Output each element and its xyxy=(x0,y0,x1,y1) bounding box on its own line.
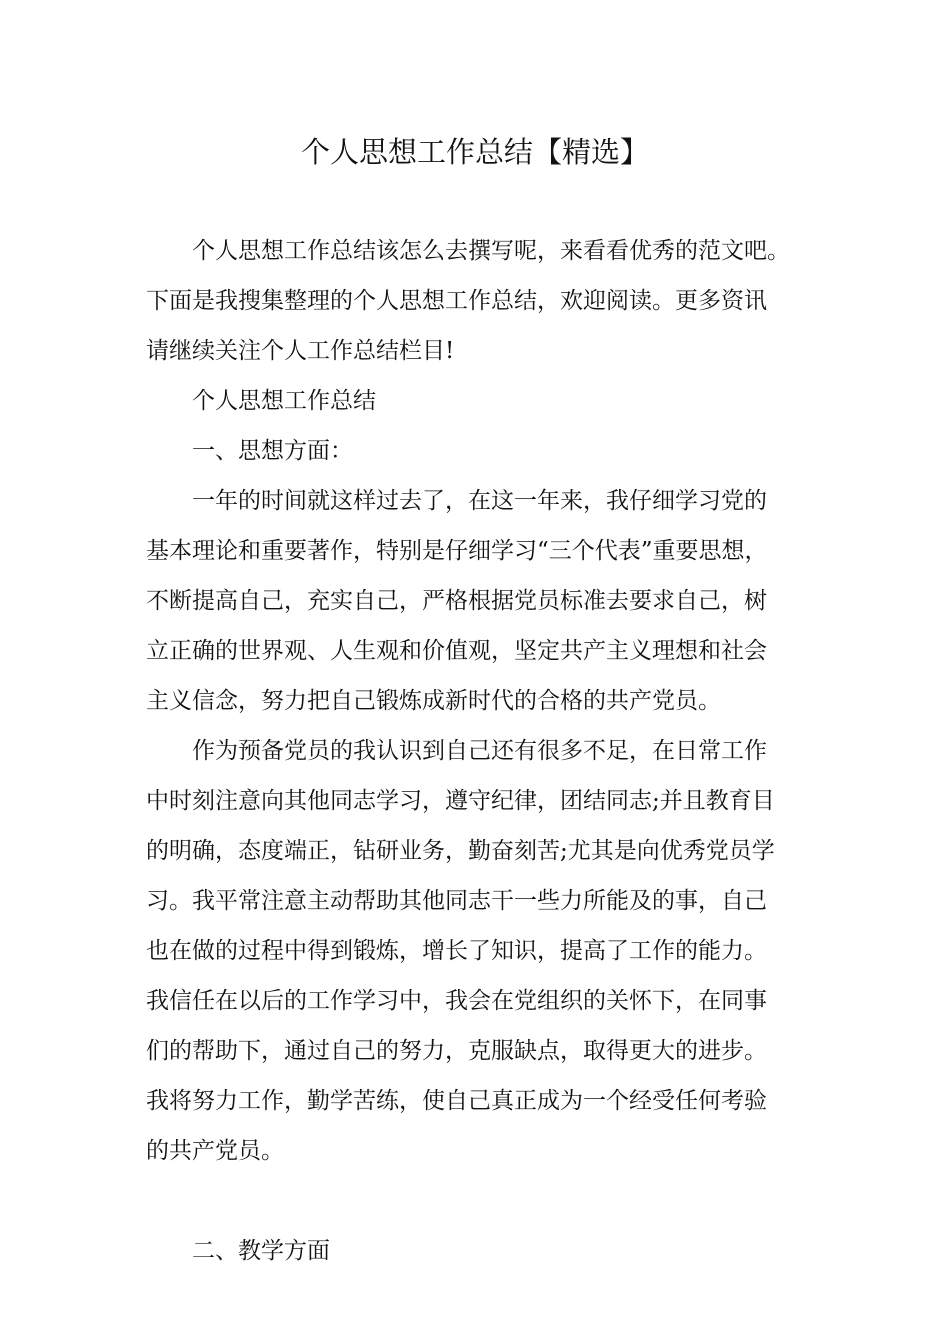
body-line: 作为预备党员的我认识到自己还有很多不足，在日常工作 xyxy=(192,738,767,764)
section-heading: 个人思想工作总结 xyxy=(192,388,376,414)
body-line: 们的帮助下，通过自己的努力，克服缺点，取得更大的进步。 xyxy=(146,1038,767,1064)
body-line: 请继续关注个人工作总结栏目! xyxy=(146,338,455,364)
section-heading: 二、教学方面 xyxy=(192,1238,330,1264)
document-title: 个人思想工作总结【精选】 xyxy=(300,135,649,169)
body-line: 我将努力工作，勤学苦练，使自己真正成为一个经受任何考验 xyxy=(146,1088,767,1114)
body-line: 的共产党员。 xyxy=(146,1138,284,1164)
body-line: 我信任在以后的工作学习中，我会在党组织的关怀下，在同事 xyxy=(146,988,767,1014)
body-line: 不断提高自己，充实自己，严格根据党员标准去要求自己，树 xyxy=(146,588,767,614)
body-line: 的明确，态度端正，钻研业务，勤奋刻苦;尤其是向优秀党员学 xyxy=(146,838,775,864)
paragraph-gap xyxy=(146,1176,830,1226)
body-line: 基本理论和重要著作，特别是仔细学习“三个代表”重要思想， xyxy=(146,538,768,564)
document-body xyxy=(146,226,830,1276)
body-line: 习。我平常注意主动帮助其他同志干一些力所能及的事，自己 xyxy=(146,888,767,914)
body-line: 下面是我搜集整理的个人思想工作总结，欢迎阅读。更多资讯 xyxy=(146,288,767,314)
body-line: 立正确的世界观、人生观和价值观，坚定共产主义理想和社会 xyxy=(146,638,767,664)
section-heading: 一、思想方面： xyxy=(192,438,353,464)
body-line: 主义信念，努力把自己锻炼成新时代的合格的共产党员。 xyxy=(146,688,721,714)
body-line: 也在做的过程中得到锻炼，增长了知识，提高了工作的能力。 xyxy=(146,938,767,964)
body-line: 中时刻注意向其他同志学习，遵守纪律，团结同志;并且教育目 xyxy=(146,788,775,814)
body-line: 个人思想工作总结该怎么去撰写呢，来看看优秀的范文吧。 xyxy=(192,238,790,264)
body-line: 一年的时间就这样过去了，在这一年来，我仔细学习党的 xyxy=(192,488,767,514)
